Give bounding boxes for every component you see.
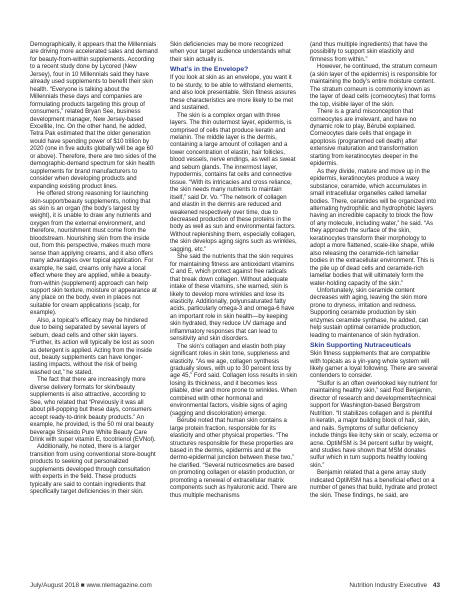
paragraph: As they divide, mature and move up in the epidermis, keratinocytes produce a waxy substance, ceramide, which accumulates in small intracellular organelles called lamellar bodies. There, ceramides will be organized into alternating hydrophilic and hydrophobic layers having an incredible capacity to block the flow of any molecule, including water,” he said. “As they approach the surface of the skin, keratinocytes transform their morphology to adopt a more flattened, scale-like shape, while also releasing the ceramide-rich lamellar bodies in the extracellular environment. This is the pile up of dead cells and ceramide-rich lamellar bodies that will ultimately form the water-holding capacity of the skin.” (310, 168, 437, 287)
footer-publication-name: Nutrition Industry Executive (349, 582, 428, 589)
paragraph: The fact that there are increasingly more diverse delivery formats for skin/beauty supplements is also attractive, according to See, who related that “Previously it was all about pill-popping but these days, consumers accept ready-to-drink beauty products.” An example, he provided, is the 50 ml oral beauty beverage Shiseido Pure White Beauty Care Drink with super vitamin E, tocotrienol (EVNol). (30, 377, 156, 444)
section-heading: Skin Supporting Nutraceuticals (310, 342, 412, 350)
paragraph: Skin fitness supplements that are compatible with topicals as a yin-yang whole system will likely garner a loyal following. There are several contenders to consider. (310, 351, 438, 380)
paragraph: Benjamin related that a gene array study indicated OptiMSM has a beneficial effect on a number of genes that build, hydrate and protect the skin. These findings, he said, are (310, 470, 438, 499)
page-number: 43 (432, 582, 440, 589)
paragraph: However, he continued, the stratum corneum (a skin layer of the epidermis) is responsible for maintaining the body’s entire moisture content. The stratum corneum is commonly known as the layer of dead cells (corneocytes) that forms the top, visible layer of the skin. (310, 64, 438, 108)
paragraph: Additionally, he noted, there is a larger transition from using conventional store-bought products to seeking out personalized supplements developed through consultation with experts in the field. These products typically are said to contain ingredients that specifically target deficiencies in their skin. (30, 444, 156, 496)
paragraph: Bérubé noted that human skin contains a large protein fraction, responsible for its elasticity and other physical properties. “The structures responsible for these properties are based in the dermis, epidermis and at the dermo-epidermal junction between these two,” he clarified. “Several nutricosmetics are based on promoting collagen or elastin production, or promoting a renewal of extracellular matrix components such as hyaluronic acid. There are thus multiple mechanisms (170, 418, 297, 499)
paragraph: “Sulfur is an often overlooked key nutrient for maintaining healthy skin,” said Rod Benjamin, director of research and development/technical support for Washington-based Bergstrom Nutrition. “It stabilizes collagen and is plentiful in keratin, a major building block of hair, skin, and nails. Symptoms of sulfur deficiency include things like itchy skin or scaly, eczema or acne. OptiMSM is 34 percent sulfur by weight, and studies have shown that MSM donates sulfur which in turn supports healthy looking skin.” (310, 380, 438, 469)
paragraph: Unfortunately, skin ceramide content decreases with aging, leaving the skin more prone to dryness, irritation and redness. Supporting ceramide production by skin enzymes ceramide synthase, he added, can help sustain optimal ceramide production, leading to maintenance of skin hydration. (310, 287, 429, 339)
paragraph: The skin’s collagen and elastin both play significant roles in skin tone, suppleness and elasticity. “As we age, collagen synthesis gradually slows, with up to 30 percent loss by age 45,” Ford said. Collagen loss results in skin losing its thickness, and it becomes less pliable, drier and more prone to wrinkles. When combined with other hormonal and environmental factors, visible signs of aging (sagging and discoloration) emerge. (170, 343, 298, 417)
page-footer (30, 582, 440, 592)
paragraph: The skin is a complex organ with three layers. The thin outermost layer, epidermis, is comprised of cells that produce keratin and melanin. The middle layer is the dermis, containing a large amount of collagen and a lower concentration of elastin, hair follicles, blood vessels, nerve endings, as well as sweat and sebum glands. The innermost layer, hypodermis, contains fat cells and connective tissue. “With its intricacies and cross reliance, the skin needs many nutrients to maintain itself,” said Dr. Vo. “The network of collagen and elastin in the dermis are reduced and weakened respectively over time, due to decreased production of these proteins in the body as well as sun and environmental factors. Without replenishing them, especially collagen, the skin develops aging signs such as wrinkles, sagging, etc.” (170, 112, 297, 253)
paragraph: He offered strong reasoning for launching skin-support/beauty supplements, noting that as skin is an organ (the body’s largest by weight), it is unable to draw any nutrients and oxygen from the external environment, and therefore, nourishment must come from the bloodstream. Nourishing skin from the inside out, from this perspective, makes much more sense than applying creams, and it also offers many advantages over topical application. For example, he said, creams only have a local effect where they are applied, while a beauty-from-within (supplement) approach can help support skin texture, moisture or appearance at any place on the body, even in places not suitable for cream applications (scalp, for example). (30, 191, 157, 317)
footer-publication (349, 582, 440, 590)
left-column (30, 42, 158, 497)
paragraph: Also, a topical’s efficacy may be hindered due to being separated by several layers of sebum, dead cells and other skin layers. “Further, its action will typically be lost as soon as detergent is applied. Acting from the inside out, beauty supplements can have longer-lasting impacts, without the risk of being washed out,” he stated. (30, 317, 155, 376)
paragraph: If you look at skin as an envelope, you want it to be sturdy, to be able to withstand elements, and also look presentable. Skin fitness assures these characteristics are more likely to be met and sustained. (170, 75, 297, 112)
paragraph: She said the nutrients that the skin requires for maintaining fitness are antioxidant vitamins C and E, which protect against free radicals that break down collagen. Without adequate intake of these vitamins, she warned, skin is likely to develop more wrinkles and lose its elasticity. Additionally, polyunsaturated fatty acids, particularly omega-3 and omega-6 have an important role in skin health—by keeping skin hydrated, they reduce UV damage and inflammatory responses that can lead to sensitivity and skin disorders. (170, 254, 295, 343)
right-column (310, 42, 438, 500)
paragraph: Demographically, it appears that the Millennials are driving more accelerated sales and demand for beauty-from-within supplements. According to a recent study done by Lycored (New Jersey), four in 10 Millennials said they have already used supplements to benefit their skin health. “Everyone is talking about the Millennials these days and companies are formulating products targeting this group of consumers,” related Bryan See, business development manager, New Jersey-based Excellite, Inc. On the other hand, he added, Tetra Pak estimated that the older generation would have spending power of $10 trillion by 2020 (one in five adults globally will be age 60 or above). Therefore, there are two sides of the demographic-demand spectrum for skin health supplements for brand manufacturers to consider when developing products and expanding existing product lines. (30, 42, 158, 190)
paragraph: There is a grand misconception that corneocytes are irrelevant, and have no dynamic role to play, Bérubé explained. Corneocytes dare cells that engage in apoptosis (programmed cell death) after extensive maturation and transformation starting from keratinocytes deeper in the epidermis. (310, 109, 418, 168)
footer-issue-and-url: July/August 2018 ■ www.nlemagazine.com (30, 582, 152, 589)
paragraph: Skin deficiencies may be more recognized when your target audience understands what their skin actually is. (170, 42, 291, 63)
section-heading: What’s in the Envelope? (170, 66, 249, 74)
middle-column (170, 42, 298, 500)
paragraph: (and thus multiple ingredients) that have the possibility to support skin elasticity and firmness from within.” (310, 42, 428, 63)
